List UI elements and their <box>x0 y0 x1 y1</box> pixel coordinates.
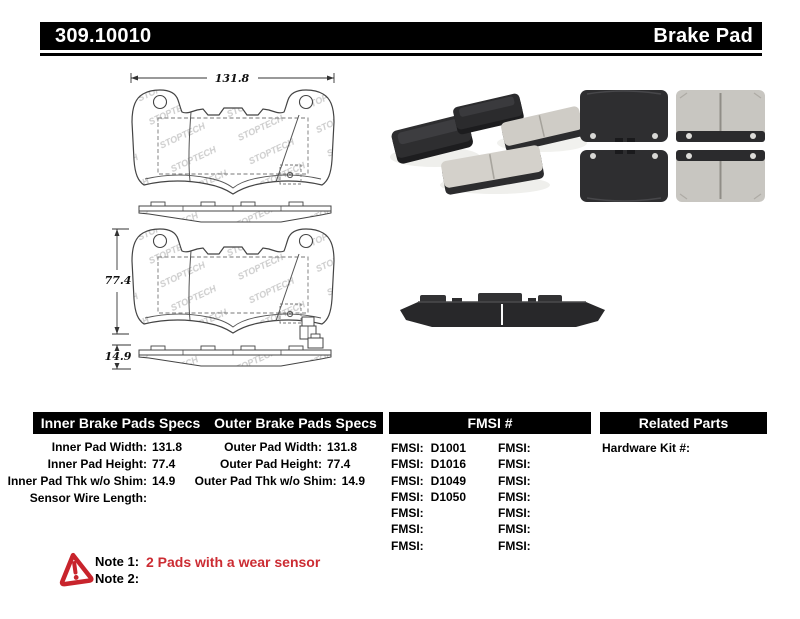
fmsi-entry <box>391 521 466 537</box>
note1-text: 2 Pads with a wear sensor <box>146 554 321 570</box>
spec-label: Outer Pad Thk w/o Shim: <box>194 474 337 488</box>
fmsi-label: FMSI: <box>498 522 531 537</box>
pad-side-view-1 <box>139 202 331 222</box>
fmsi-label: FMSI: <box>498 473 531 488</box>
warning-triangle-icon <box>56 551 94 587</box>
fmsi-label: FMSI: <box>391 522 424 537</box>
specs-table-header <box>33 412 383 434</box>
fmsi-value: D1050 <box>430 489 467 504</box>
fmsi-label: FMSI: <box>391 473 424 488</box>
spec-value: 77.4 <box>152 457 176 471</box>
spec-value: 131.8 <box>152 440 183 454</box>
pad-flat-light-top <box>676 90 765 142</box>
fmsi-label: FMSI: <box>391 457 424 472</box>
fmsi-entry <box>498 489 538 505</box>
header-bar <box>40 22 762 50</box>
technical-drawing <box>95 68 350 380</box>
spec-row <box>200 456 365 473</box>
fmsi-column-2 <box>498 440 538 554</box>
pad-front-view-1 <box>132 90 334 194</box>
fmsi-label: FMSI: <box>498 441 531 455</box>
spec-row <box>0 456 190 473</box>
fmsi-entry <box>498 456 538 472</box>
fmsi-label: FMSI: <box>498 506 531 521</box>
spec-label: Inner Pad Width: <box>51 440 147 454</box>
fmsi-entry <box>391 489 466 505</box>
fmsi-entry <box>391 440 466 456</box>
note1-label: Note 1: <box>95 554 140 569</box>
spec-row <box>194 473 365 490</box>
spec-row <box>0 439 190 456</box>
fmsi-label: FMSI: <box>498 489 531 504</box>
fmsi-entry <box>498 440 538 456</box>
product-photo-perspective <box>390 85 590 197</box>
product-photo-flat <box>577 86 769 208</box>
spec-label: Inner Pad Height: <box>47 457 147 471</box>
outer-specs-table <box>194 439 365 490</box>
inner-specs-table <box>0 439 190 507</box>
spec-label: Inner Pad Thk w/o Shim: <box>7 474 147 488</box>
pad-flat-light-bottom <box>676 150 765 202</box>
outer-specs-header: Outer Brake Pads Specs <box>214 415 377 431</box>
spec-label: Outer Pad Width: <box>224 440 322 454</box>
inner-specs-header: Inner Brake Pads Specs <box>40 415 201 431</box>
spec-value <box>152 490 190 507</box>
fmsi-value: D1001 <box>430 441 467 455</box>
dimension-thickness-label: 14.9 <box>104 350 132 363</box>
fmsi-label: FMSI: <box>498 538 531 553</box>
fmsi-table-header: FMSI # <box>389 412 591 434</box>
header-underline <box>40 53 762 56</box>
fmsi-entry <box>498 538 538 554</box>
spec-value: 14.9 <box>341 474 365 488</box>
related-part-label: Hardware Kit #: <box>602 441 691 455</box>
dimension-width-label: 131.8 <box>214 72 250 85</box>
product-photo-edge <box>390 280 615 334</box>
spec-value: 77.4 <box>327 457 351 471</box>
spec-label: Sensor Wire Length: <box>29 491 147 505</box>
fmsi-entry <box>498 521 538 537</box>
fmsi-label: FMSI: <box>391 506 424 521</box>
spec-value: 14.9 <box>152 474 176 488</box>
fmsi-column-1 <box>391 440 466 554</box>
fmsi-entry <box>498 473 538 489</box>
pad-flat-dark-bottom <box>580 150 668 202</box>
spec-label: Outer Pad Height: <box>219 457 322 471</box>
fmsi-entry <box>498 505 538 521</box>
dimension-height-label: 77.4 <box>104 274 132 287</box>
spec-row <box>0 473 190 490</box>
spec-row <box>200 439 365 456</box>
fmsi-value: D1016 <box>430 457 467 472</box>
fmsi-value: D1049 <box>430 473 467 488</box>
spec-value: 131.8 <box>327 440 358 454</box>
related-parts-header: Related Parts <box>600 412 767 434</box>
pad-front-view-2 <box>132 229 334 339</box>
pad-flat-dark-top <box>580 90 668 142</box>
fmsi-label: FMSI: <box>391 441 424 455</box>
fmsi-label: FMSI: <box>498 457 531 472</box>
fmsi-entry <box>391 505 466 521</box>
product-type-title: Brake Pad <box>653 24 753 47</box>
fmsi-label: FMSI: <box>391 489 424 504</box>
fmsi-entry <box>391 473 466 489</box>
related-parts-table <box>602 440 690 457</box>
note2-label: Note 2: <box>95 571 140 586</box>
spec-row <box>0 490 190 507</box>
fmsi-entry <box>391 456 466 472</box>
part-number: 309.10010 <box>55 24 152 47</box>
fmsi-label: FMSI: <box>391 538 424 553</box>
fmsi-entry <box>391 538 466 554</box>
